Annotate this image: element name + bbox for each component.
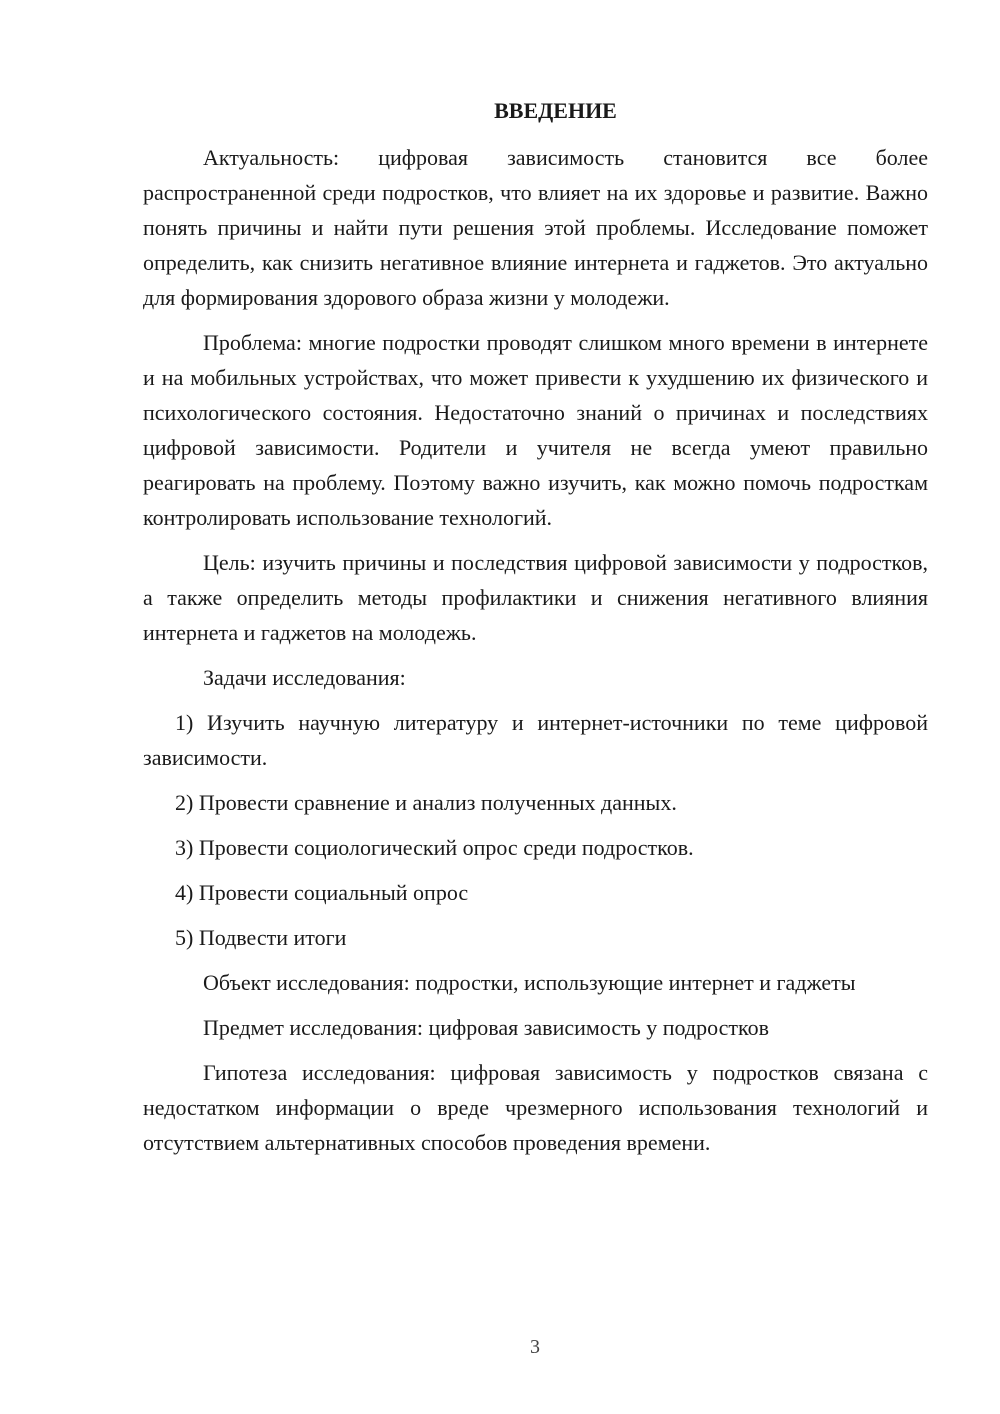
task-item-2: 2) Провести сравнение и анализ полученных данных. [175,790,677,815]
page-title: ВВЕДЕНИЕ [494,98,617,123]
paragraph-hypothesis: Гипотеза исследования: цифровая зависимость у подростков связана с недостатком информации о вреде чрезмерного использования технологий и отсутствием альтернативных способов проведения времени. [143,1060,928,1155]
tasks-heading: Задачи исследования: [203,665,406,690]
page-number: 3 [530,1336,540,1358]
paragraph-problem: Проблема: многие подростки проводят слишком много времени в интернете и на мобильных устройствах, что может привести к ухудшению их физического и психологического состояния. Недостаточно знаний о причинах и последствиях цифровой зависимости. Родители и учителя не всегда умеют правильно реагировать на проблему. Поэтому важно изучить, как можно помочь подросткам контролировать использование технологий. [143,330,928,530]
task-item-1: 1) Изучить научную литературу и интернет-источники по теме цифровой зависимости. [143,710,928,770]
task-item-5: 5) Подвести итоги [175,925,347,950]
page-content [143,93,928,1160]
paragraph-subject: Предмет исследования: цифровая зависимость у подростков [203,1015,769,1040]
task-item-3: 3) Провести социологический опрос среди подростков. [175,835,694,860]
paragraph-goal: Цель: изучить причины и последствия цифровой зависимости у подростков, а также определить методы профилактики и снижения негативного влияния интернета и гаджетов на молодежь. [143,550,928,645]
paragraph-relevance: Актуальность: цифровая зависимость становится все более распространенной среди подростков, что влияет на их здоровье и развитие. Важно понять причины и найти пути решения этой проблемы. Исследование поможет определить, как снизить негативное влияние интернета и гаджетов. Это актуально для формирования здорового образа жизни у молодежи. [143,145,928,310]
task-item-4: 4) Провести социальный опрос [175,880,469,905]
paragraph-object: Объект исследования: подростки, использующие интернет и гаджеты [203,970,856,995]
